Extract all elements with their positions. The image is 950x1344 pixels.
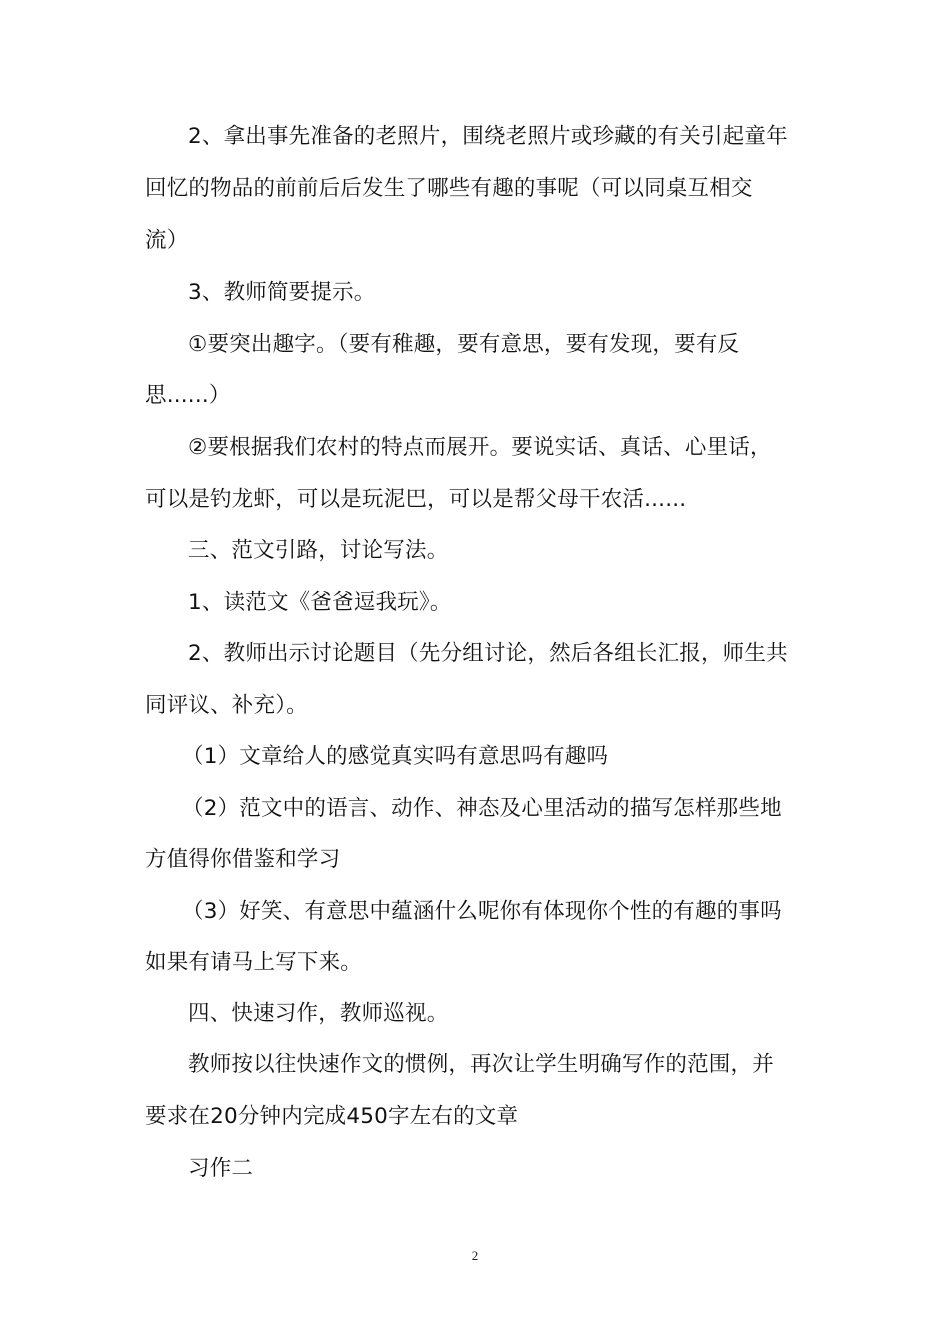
text-line: 可以是钓龙虾，可以是玩泥巴，可以是帮父母干农活...... bbox=[145, 487, 687, 512]
page-number: 2 bbox=[471, 1248, 479, 1263]
text-line: ①要突出趣字。（要有稚趣，要有意思，要有发现，要有反 bbox=[188, 332, 740, 357]
text-line: ②要根据我们农村的特点而展开。要说实话、真话、心里话， bbox=[188, 435, 772, 460]
text-line: 2、拿出事先准备的老照片，围绕老照片或珍藏的有关引起童年 bbox=[188, 124, 788, 149]
section-heading: 习作二 bbox=[188, 1156, 254, 1181]
text-line: 流） bbox=[145, 228, 189, 253]
text-line: 同评议、补充）。 bbox=[145, 693, 308, 718]
text-line: 2、教师出示讨论题目（先分组讨论，然后各组长汇报，师生共 bbox=[188, 641, 788, 666]
section-heading: 四、快速习作，教师巡视。 bbox=[188, 1001, 449, 1026]
text-line: （2）范文中的语言、动作、神态及心里活动的描写怎样那些地 bbox=[182, 796, 782, 821]
text-line: 方值得你借鉴和学习 bbox=[145, 847, 341, 872]
text-line: 1、读范文《爸爸逗我玩》。 bbox=[188, 590, 452, 615]
text-line: 回忆的物品的前前后后发生了哪些有趣的事呢（可以同桌互相交 bbox=[145, 176, 753, 201]
text-line: 3、教师简要提示。 bbox=[188, 280, 376, 305]
text-line: （3）好笑、有意思中蕴涵什么呢你有体现你个性的有趣的事吗 bbox=[182, 899, 782, 924]
text-line: 思......） bbox=[145, 383, 231, 408]
text-line: 教师按以往快速作文的惯例，再次让学生明确写作的范围，并 bbox=[188, 1052, 774, 1077]
section-heading: 三、范文引路，讨论写法。 bbox=[188, 538, 449, 563]
text-line: 要求在20分钟内完成450字左右的文章 bbox=[145, 1104, 519, 1129]
text-line: 如果有请马上写下来。 bbox=[145, 950, 363, 975]
text-line: （1）文章给人的感觉真实吗有意思吗有趣吗 bbox=[182, 744, 609, 769]
